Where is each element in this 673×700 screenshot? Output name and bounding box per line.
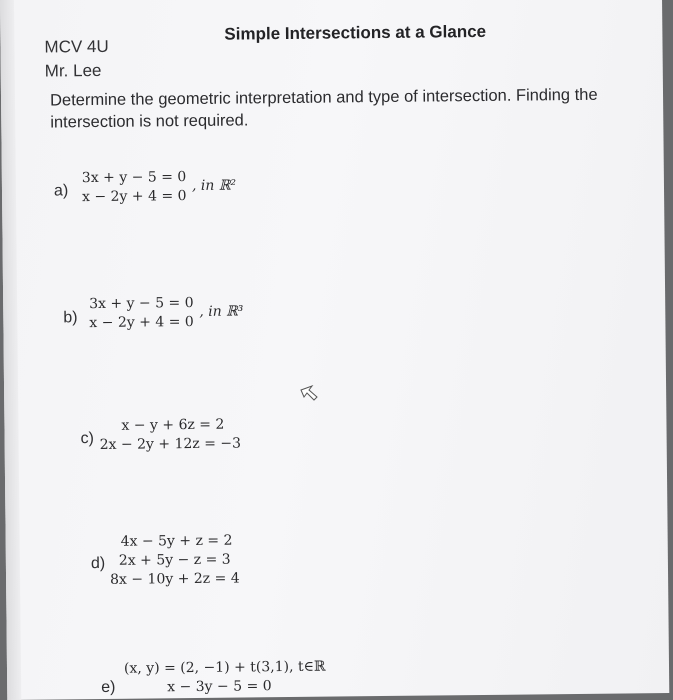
page-edge (0, 0, 21, 700)
page-title: Simple Intersections at a Glance (224, 21, 487, 44)
problem-e-equation-1: (x, y) = (2, −1) + t(3,1), t∈ℝ (123, 658, 326, 677)
problem-c-equation-1: x − y + 6z = 2 (121, 416, 225, 434)
problem-b-label: b) (63, 309, 78, 327)
instructions-line-1: Determine the geometric interpretation and type of intersection. Finding the (49, 85, 598, 110)
course-code: MCV 4U (44, 36, 109, 57)
problem-d-label: d) (90, 554, 106, 573)
problem-b-equation-1: 3x + y − 5 = 0 (89, 294, 194, 313)
problem-a-equation-1: 3x + y − 5 = 0 (81, 169, 187, 187)
problem-e-equation-2: x − 3y − 5 = 0 (167, 678, 272, 696)
problem-c-label: c) (80, 430, 95, 448)
problem-a-label: a) (53, 182, 69, 200)
instructions-line-2: intersection is not required. (50, 111, 249, 132)
problem-e-label: e) (101, 678, 116, 696)
problem-b-equation-2: x − 2y + 4 = 0 (89, 313, 194, 332)
teacher-name: Mr. Lee (44, 60, 102, 81)
problem-c-equation-2: 2x − 2y + 12z = −3 (99, 435, 242, 453)
problem-a-domain: , in ℝ² (191, 177, 237, 194)
problem-d-equation-2: 2x + 5y − z = 3 (118, 551, 231, 569)
problem-d-equation-3: 8x − 10y + 2z = 4 (109, 570, 240, 588)
mouse-pointer-icon (300, 385, 318, 406)
problem-d-equation-1: 4x − 5y + z = 2 (120, 532, 233, 550)
problem-a-equation-2: x − 2y + 4 = 0 (81, 188, 187, 206)
problem-b-domain: , in ℝ³ (199, 303, 244, 320)
